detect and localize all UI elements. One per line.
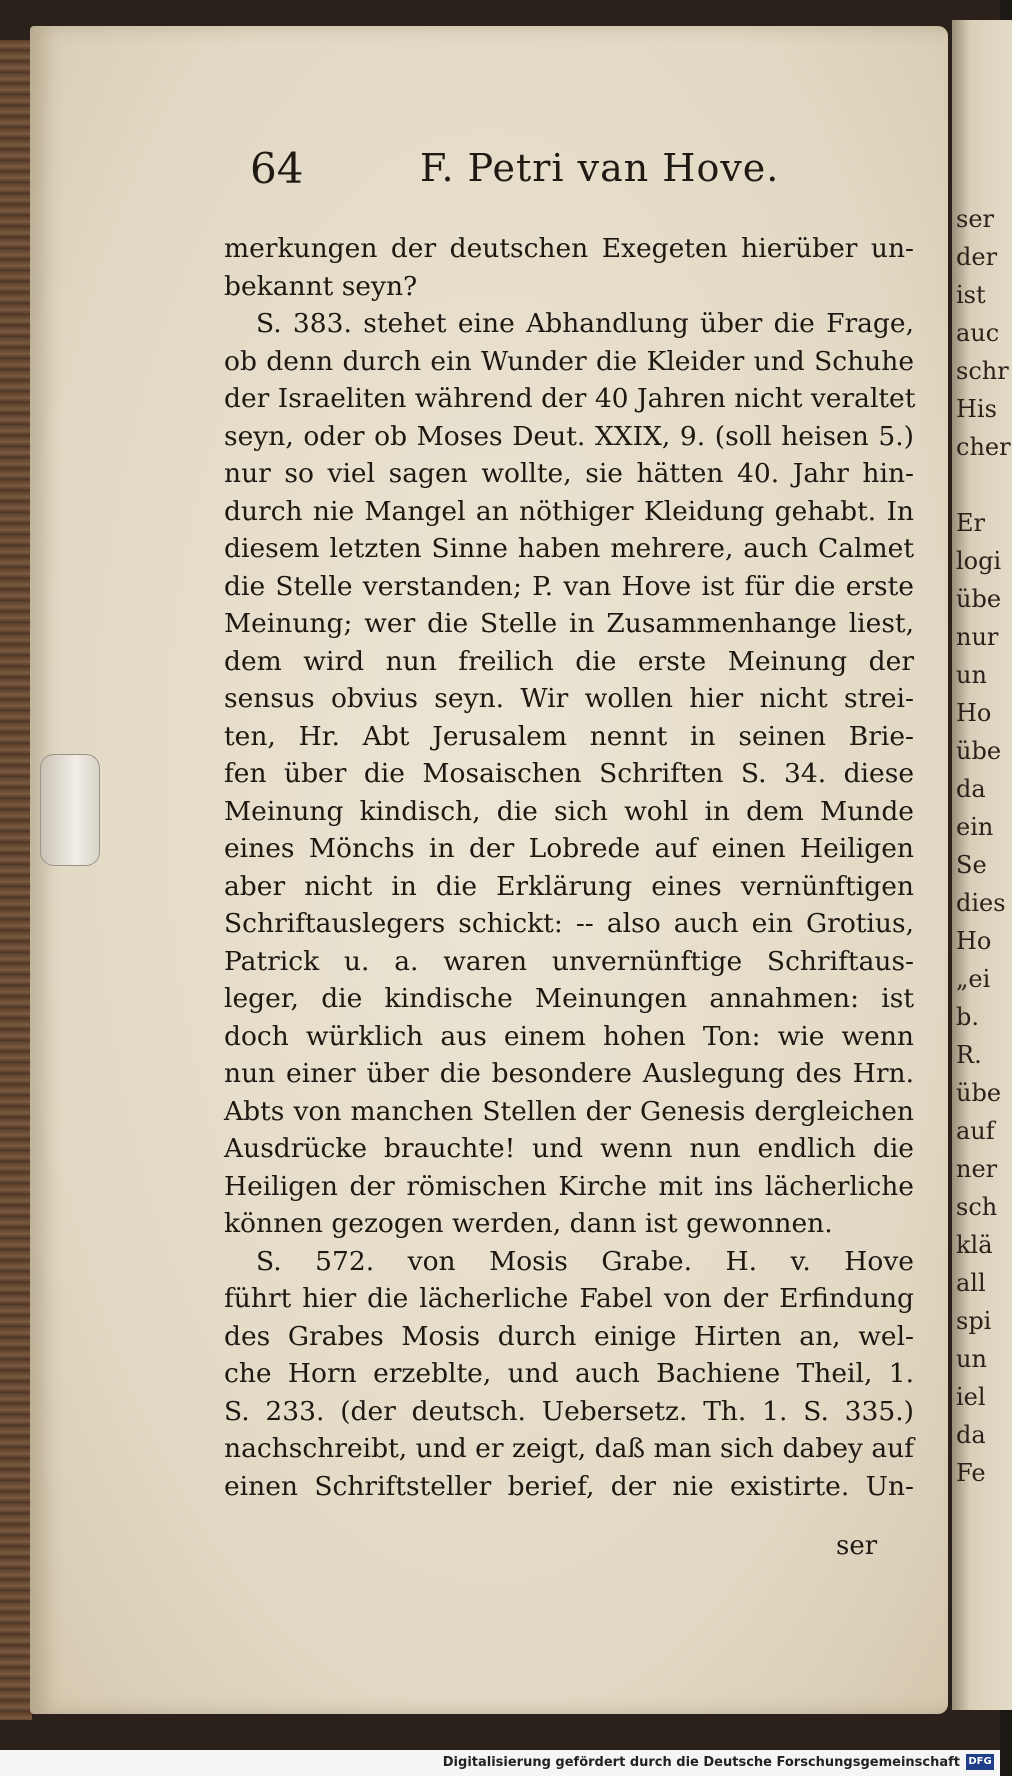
text-line: Abts von manchen Stellen der Genesis dergleichen	[224, 1095, 914, 1127]
facing-page-fragment: Ho	[956, 927, 992, 955]
text-line: einen Schriftsteller berief, der nie existirte. Un-	[224, 1470, 914, 1502]
running-title: F. Petri van Hove.	[420, 146, 780, 190]
text-line: fen über die Mosaischen Schriften S. 34. diese	[224, 758, 914, 789]
facing-page-fragment: Ho	[956, 699, 992, 727]
text-line: nachschreibt, und er zeigt, daß man sich dabey auf	[224, 1433, 914, 1464]
facing-page-fragment: ner	[956, 1155, 998, 1183]
facing-page-fragment: His	[956, 395, 997, 423]
facing-page-fragment: übe	[956, 1079, 1002, 1107]
text-line: bekannt seyn?	[224, 270, 418, 302]
page-header	[220, 144, 780, 194]
facing-page-fragment: ist	[956, 281, 986, 309]
page-number: 64	[250, 144, 304, 193]
facing-page-text	[956, 200, 1012, 1492]
facing-page-fragment: auf	[956, 1117, 995, 1145]
facing-page-fragment: iel	[956, 1383, 986, 1411]
facing-page-fragment: da	[956, 775, 986, 803]
facing-page-fragment: un	[956, 1345, 987, 1373]
facing-page-fragment: un	[956, 661, 987, 689]
text-line: führt hier die lächerliche Fabel von der Erfindung	[224, 1283, 914, 1314]
facing-page-fragment: übe	[956, 585, 1002, 613]
facing-page-fragment: sch	[956, 1193, 998, 1221]
text-line: seyn, oder ob Moses Deut. XXIX, 9. (soll heisen 5.)	[224, 420, 914, 452]
footer-bar	[0, 1750, 1000, 1776]
body-text	[224, 230, 914, 1505]
text-line: doch würklich aus einem hohen Ton: wie wenn	[224, 1020, 914, 1052]
facing-page-fragment: cher	[956, 433, 1011, 461]
facing-page-fragment: all	[956, 1269, 986, 1297]
facing-page-fragment: b.	[956, 1003, 979, 1031]
text-line: merkungen der deutschen Exegeten hierüber un-	[224, 233, 914, 264]
book-page	[30, 26, 948, 1714]
facing-page-fragment: spi	[956, 1307, 992, 1335]
text-line: S. 572. von Mosis Grabe. H. v. Hove	[256, 1245, 914, 1277]
facing-page-fragment: ser	[956, 205, 994, 233]
facing-page-fragment: klä	[956, 1231, 993, 1259]
facing-page-fragment: „ei	[956, 965, 991, 993]
facing-page-fragment: logi	[956, 547, 1002, 575]
text-line: eines Mönchs in der Lobrede auf einen Heiligen	[224, 833, 914, 864]
dfg-logo: DFG	[966, 1754, 994, 1770]
facing-page-fragment: ein	[956, 813, 994, 841]
text-line: können gezogen werden, dann ist gewonnen.	[224, 1208, 833, 1239]
text-line: ob denn durch ein Wunder die Kleider und Schuhe	[224, 345, 914, 377]
text-line: Schriftauslegers schickt: -- also auch ein Grotius,	[224, 908, 914, 939]
book-page-edges	[0, 40, 32, 1720]
text-line: leger, die kindische Meinungen annahmen: ist	[224, 983, 914, 1014]
facing-page-fragment: dies	[956, 889, 1006, 917]
text-line: sensus obvius seyn. Wir wollen hier nicht strei-	[224, 683, 914, 714]
facing-page	[952, 20, 1012, 1710]
text-line: diesem letzten Sinne haben mehrere, auch Calmet	[224, 533, 914, 564]
text-line: S. 233. (der deutsch. Uebersetz. Th. 1. S. 335.)	[224, 1395, 914, 1427]
text-line: aber nicht in die Erklärung eines vernünftigen	[224, 870, 914, 902]
text-line: nun einer über die besondere Auslegung des Hrn.	[224, 1058, 914, 1089]
facing-page-fragment: Se	[956, 851, 987, 879]
footer-credit: Digitalisierung gefördert durch die Deutsche Forschungsgemeinschaft	[442, 1755, 960, 1770]
text-line: Heiligen der römischen Kirche mit ins lächerliche	[224, 1170, 914, 1202]
text-line: Patrick u. a. waren unvernünftige Schriftaus-	[224, 945, 914, 977]
text-line: nur so viel sagen wollte, sie hätten 40. Jahr hin-	[224, 458, 914, 489]
facing-page-fragment: nur	[956, 623, 999, 651]
facing-page-fragment: der	[956, 243, 998, 271]
facing-page-fragment: auc	[956, 319, 1000, 347]
facing-page-fragment	[956, 466, 1012, 504]
text-line: die Stelle verstanden; P. van Hove ist für die erste	[224, 570, 914, 602]
text-line: Ausdrücke brauchte! und wenn nun endlich die	[224, 1133, 914, 1164]
text-line: che Horn erzeblte, und auch Bachiene Theil, 1.	[224, 1358, 914, 1389]
text-line: der Israeliten während der 40 Jahren nicht veraltet	[224, 383, 916, 414]
facing-page-fragment: übe	[956, 737, 1002, 765]
text-line: Meinung; wer die Stelle in Zusammenhange liest,	[224, 608, 914, 639]
facing-page-fragment: Er	[956, 509, 985, 537]
facing-page-fragment: schr	[956, 357, 1009, 385]
text-line: ten, Hr. Abt Jerusalem nennt in seinen Brie-	[224, 720, 914, 752]
text-line: durch nie Mangel an nöthiger Kleidung gehabt. In	[224, 495, 914, 527]
text-line: des Grabes Mosis durch einige Hirten an, wel-	[224, 1320, 914, 1352]
page-clip	[40, 754, 100, 866]
text-line: Meinung kindisch, die sich wohl in dem Munde	[224, 795, 914, 827]
facing-page-fragment: R.	[956, 1041, 982, 1069]
catchword: ser	[836, 1531, 878, 1561]
text-line: dem wird nun freilich die erste Meinung der	[224, 645, 914, 677]
facing-page-fragment: da	[956, 1421, 986, 1449]
facing-page-fragment: Fe	[956, 1459, 986, 1487]
text-line: S. 383. stehet eine Abhandlung über die Frage,	[256, 308, 914, 339]
